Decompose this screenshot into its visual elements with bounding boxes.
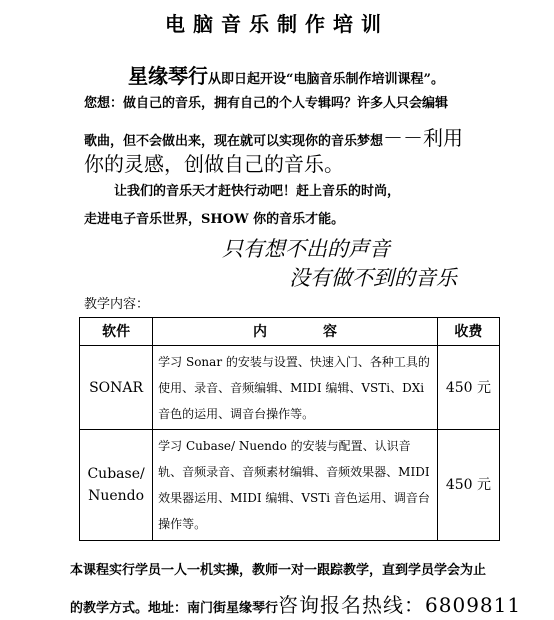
table-row — [80, 430, 500, 541]
intro-line-4-text: 你的灵感，创做自己的音乐。 — [84, 152, 344, 176]
page-title: 电脑音乐制作培训 — [165, 12, 389, 36]
software-name: Cubase/ Nuendo — [80, 430, 153, 541]
table-header-row — [80, 318, 500, 346]
course-fee: 450 元 — [437, 430, 499, 541]
intro-line-4 — [84, 148, 344, 177]
intro-line-6: 走进电子音乐世界，SHOW 你的音乐才能。 — [84, 212, 345, 227]
hotline: 咨询报名热线：6809811 — [278, 593, 522, 617]
footer-line-2 — [70, 589, 521, 618]
header-software: 软件 — [80, 318, 153, 346]
course-fee: 450 元 — [437, 346, 499, 430]
intro-line-1-text: 从即日起开设“电脑音乐制作培训课程”。 — [208, 72, 444, 87]
brand-name: 星缘琴行 — [128, 64, 208, 88]
course-content: 学习 Cubase/ Nuendo 的安装与配置、认识音轨、音频录音、音频素材编辑、音频效果器、MIDI 效果器运用、MIDI 编辑、VSTi 音色运用、调音台操作等。 — [153, 430, 438, 541]
course-table — [79, 317, 500, 541]
slogan-line-1: 只有想不出的声音 — [222, 237, 390, 261]
footer-line-1: 本课程实行学员一人一机实操，教师一对一跟踪教学，直到学员学会为止 — [70, 563, 487, 578]
intro-line-1 — [128, 60, 444, 89]
footer-address: 的教学方式。地址：南门街星缘琴行 — [70, 601, 279, 616]
intro-line-3 — [84, 122, 463, 151]
slogan-line-2: 没有做不到的音乐 — [289, 266, 457, 290]
intro-line-5: 让我们的音乐天才赶快行动吧！赶上音乐的时尚， — [114, 184, 401, 199]
course-content: 学习 Sonar 的安装与设置、快速入门、各种工具的使用、录音、音频编辑、MIDI 编辑、VSTi、DXi 音色的运用、调音台操作等。 — [153, 346, 438, 430]
header-content: 内 容 — [153, 318, 438, 346]
intro-line-2: 您想：做自己的音乐，拥有自己的个人专辑吗？许多人只会编辑 — [84, 96, 449, 111]
course-table-label: 教学内容： — [84, 297, 150, 312]
intro-line-3-text: 歌曲，但不会做出来，现在就可以实现你的音乐梦想 — [84, 134, 384, 149]
intro-line-3-emphasis: －－利用 — [383, 126, 464, 150]
software-name: SONAR — [80, 346, 153, 430]
header-fee: 收费 — [437, 318, 499, 346]
table-row — [80, 346, 500, 430]
